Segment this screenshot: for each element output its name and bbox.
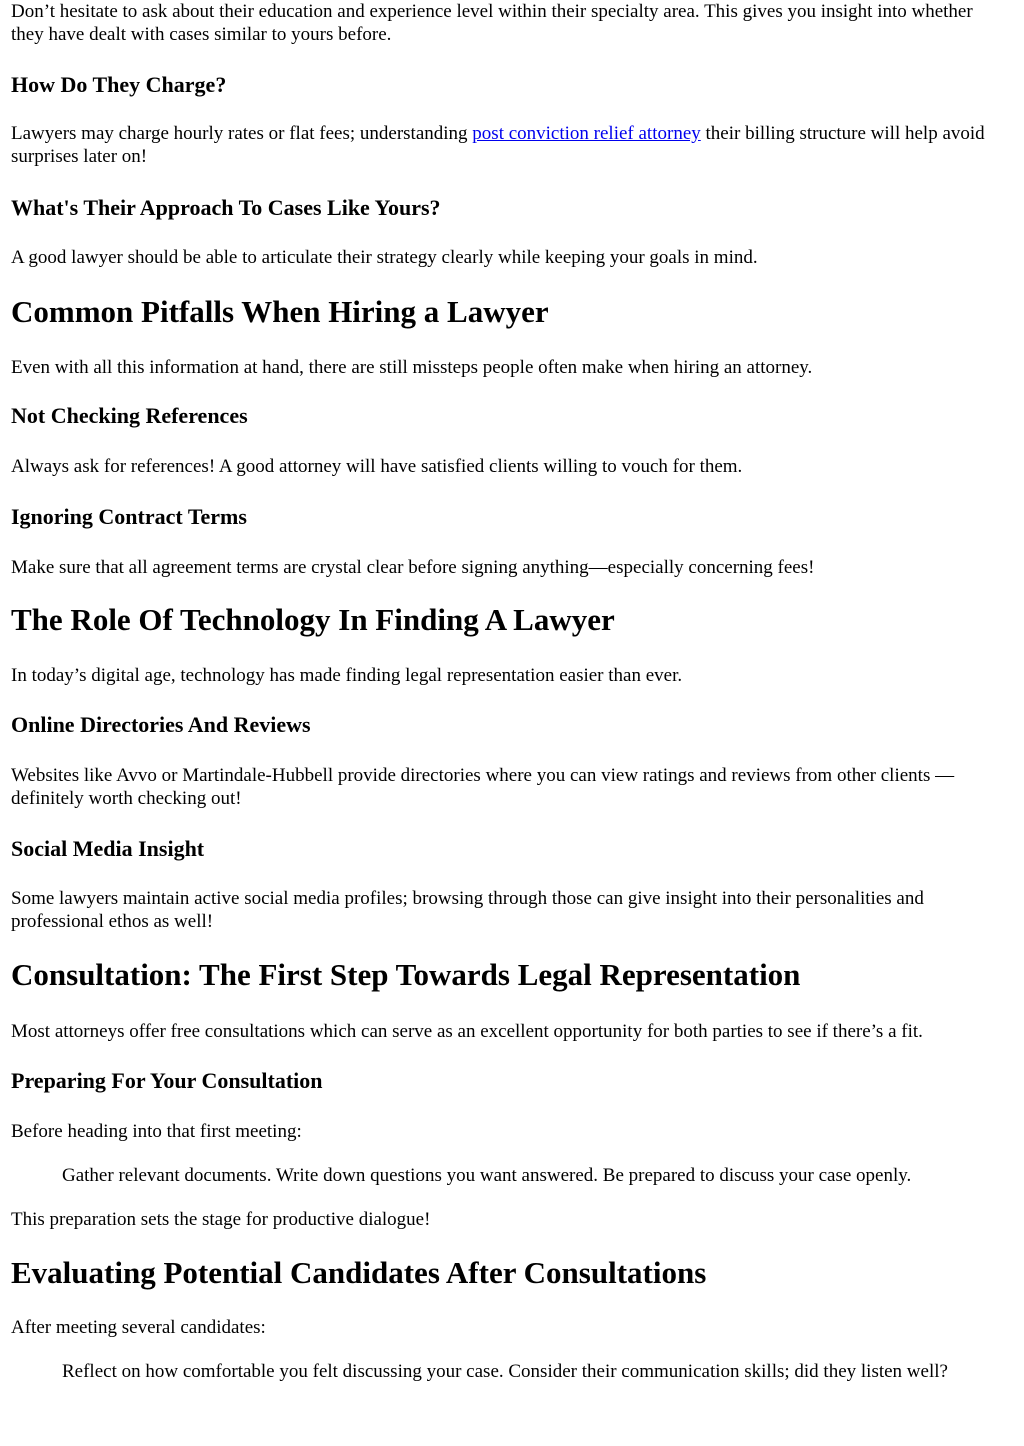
post-conviction-relief-attorney-link[interactable]: post conviction relief attorney: [472, 123, 701, 144]
technology-heading: The Role Of Technology In Finding A Lawyer: [11, 602, 615, 637]
preparing-after-paragraph: This preparation sets the stage for productive dialogue!: [11, 1209, 431, 1230]
contract-heading: Ignoring Contract Terms: [11, 504, 247, 529]
intro-paragraph: Don’t hesitate to ask about their education and experience level within their specialty area. This gives you insight into whether they have dealt with cases similar to yours before.: [11, 1, 973, 45]
contract-paragraph: Make sure that all agreement terms are crystal clear before signing anything—especially concerning fees!: [11, 557, 815, 578]
directories-paragraph: Websites like Avvo or Martindale-Hubbell provide directories where you can view ratings and reviews from other clients —definitely worth checking out!: [11, 765, 955, 809]
consultation-paragraph: Most attorneys offer free consultations which can serve as an excellent opportunity for both parties to see if there’s a fit.: [11, 1021, 923, 1042]
preparing-paragraph: Before heading into that first meeting:: [11, 1121, 302, 1142]
social-paragraph: Some lawyers maintain active social media profiles; browsing through those can give insight into their personalities and professional ethos as well!: [11, 888, 924, 932]
evaluating-heading: Evaluating Potential Candidates After Consultations: [11, 1255, 707, 1290]
pitfalls-heading: Common Pitfalls When Hiring a Lawyer: [11, 294, 549, 329]
charge-text-after: their billing structure will help avoid surprises later on!: [11, 123, 985, 167]
approach-paragraph: A good lawyer should be able to articulate their strategy clearly while keeping your goals in mind.: [11, 247, 758, 268]
preparing-heading: Preparing For Your Consultation: [11, 1068, 323, 1093]
directories-heading: Online Directories And Reviews: [11, 712, 311, 737]
evaluating-list: Reflect on how comfortable you felt discussing your case. Consider their communication skills; did they listen well?: [62, 1361, 948, 1382]
charge-paragraph: [11, 122, 1010, 168]
charge-heading: How Do They Charge?: [11, 72, 227, 97]
preparing-list: Gather relevant documents. Write down questions you want answered. Be prepared to discuss your case openly.: [62, 1165, 912, 1186]
evaluating-paragraph: After meeting several candidates:: [11, 1317, 266, 1338]
technology-paragraph: In today’s digital age, technology has made finding legal representation easier than ever.: [11, 665, 683, 686]
charge-text-before: Lawyers may charge hourly rates or flat fees; understanding: [11, 123, 473, 144]
social-heading: Social Media Insight: [11, 836, 205, 861]
consultation-heading: Consultation: The First Step Towards Legal Representation: [11, 957, 801, 992]
pitfalls-paragraph: Even with all this information at hand, there are still missteps people often make when hiring an attorney.: [11, 357, 813, 378]
references-heading: Not Checking References: [11, 403, 248, 428]
references-paragraph: Always ask for references! A good attorney will have satisfied clients willing to vouch for them.: [11, 456, 743, 477]
approach-heading: What's Their Approach To Cases Like Yours?: [11, 195, 441, 220]
